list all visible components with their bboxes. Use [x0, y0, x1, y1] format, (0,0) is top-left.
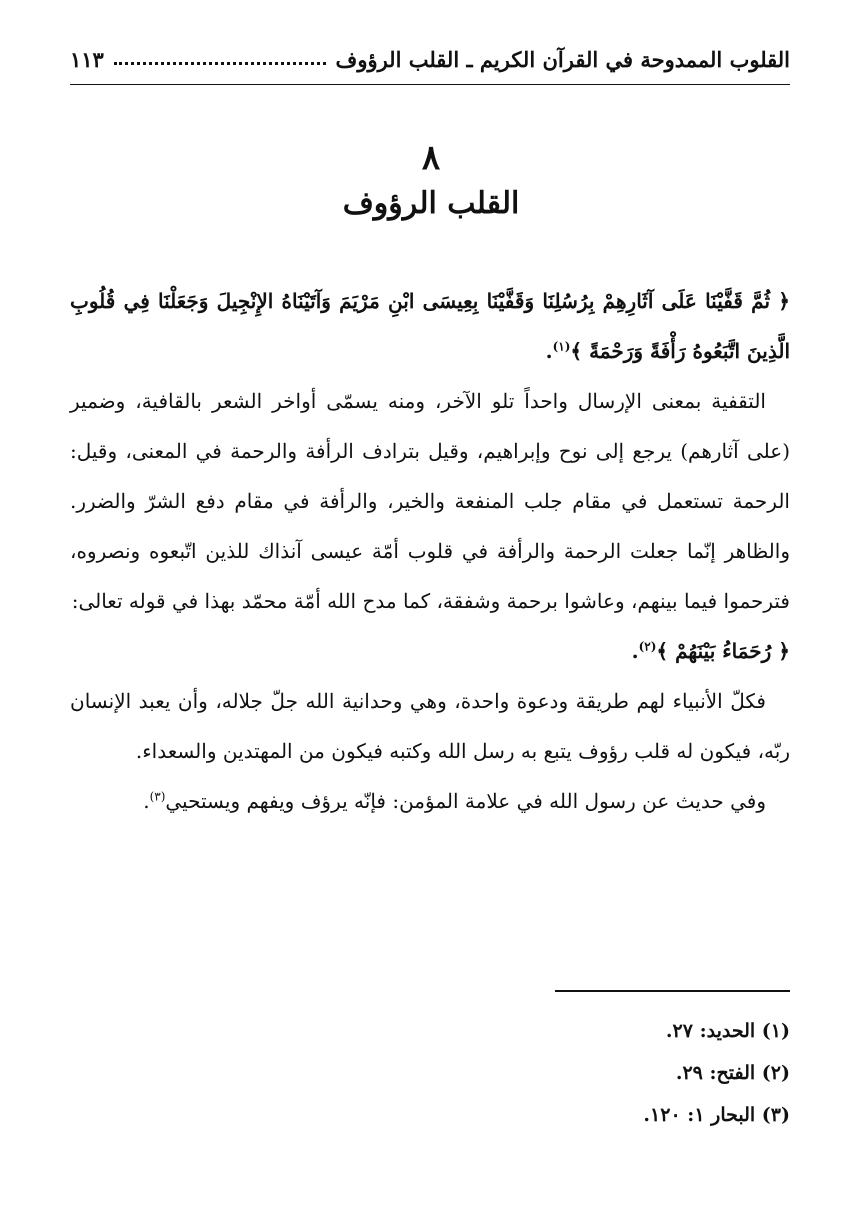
- header-leader-dots: [114, 62, 326, 65]
- header-rule: [70, 84, 790, 85]
- paragraph-3-wrapper: وفي حديث عن رسول الله في علامة المؤمن: فإنّه يرؤف ويفهم ويستحيي$^{(٣)}$.: [143, 789, 766, 813]
- quran-verse-2: ﴿ رُحَمَاءُ بَيْنَهُمْ ﴾: [656, 639, 790, 663]
- chapter-title: القلب الرؤوف: [342, 186, 520, 221]
- chapter-number: ٨: [421, 138, 441, 178]
- page-number: ١١٣: [70, 46, 104, 72]
- footnote-ref-3: (٣): [149, 789, 166, 804]
- paragraph-1: التقفية بمعنى الإرسال واحداً تلو الآخر، ومنه يسمّى أواخر الشعر بالقافية، وضمير (على آثارهم) يرجع إلى نوح وإبراهيم، وقيل بترادف الرأفة والرحمة في المعنى، وقيل: الرحمة تستعمل في مقام جلب المنفعة والخير، والرأفة في مقام دفع الشرّ والضرر. والظاهر إنّما جعلت الرحمة والرأفة في قلوب أمّة عيسى آنذاك للذين اتّبعوه ونصروه، فترحموا فيما بينهم، وعاشوا برحمة وشفقة، كما مدح الله أمّة محمّد بهذا في قوله تعالى:: [70, 389, 790, 613]
- footnote-ref-1: (١): [552, 339, 571, 354]
- footnotes: [390, 1010, 790, 1136]
- footnote-1: (١) الحديد: ٢٧.: [665, 1020, 790, 1042]
- running-title: القلوب الممدوحة في القرآن الكريم ـ القلب الرؤوف: [335, 46, 790, 72]
- footnote-2: (٢) الفتح: ٢٩.: [675, 1062, 790, 1084]
- paragraph-2: فكلّ الأنبياء لهم طريقة ودعوة واحدة، وهي وحدانية الله جلّ جلاله، وأن يعبد الإنسان ربّه، فيكون له قلب رؤوف يتبع به رسل الله وكتبه فيكون من المهتدين والسعداء.: [70, 689, 790, 763]
- verse-paragraph-2: ﴿ رُحَمَاءُ بَيْنَهُمْ ﴾$^{(٢)}$.: [631, 639, 790, 663]
- footnote-3: (٣) البحار ١: ١٢٠.: [643, 1104, 790, 1126]
- quran-verse-1: ﴿ ثُمَّ قَفَّيْنَا عَلَى آثَارِهِمْ بِرُسُلِنَا وَقَفَّيْنَا بِعِيسَى ابْنِ مَرْيَمَ وَآتَيْنَاهُ الإِنْجِيلَ وَجَعَلْنَا فِي قُلُوبِ الَّذِينَ اتَّبَعُوهُ رَأْفَةً وَرَحْمَةً ﴾: [70, 289, 790, 363]
- paragraph-3: وفي حديث عن رسول الله في علامة المؤمن: فإنّه يرؤف ويفهم ويستحيي: [165, 789, 766, 813]
- body-text: [70, 276, 790, 826]
- footnote-separator: [555, 990, 790, 992]
- footnote-ref-2: (٢): [638, 639, 657, 654]
- verse-paragraph: ﴿ ثُمَّ قَفَّيْنَا عَلَى آثَارِهِمْ بِرُسُلِنَا وَقَفَّيْنَا بِعِيسَى ابْنِ مَرْيَمَ وَآتَيْنَاهُ الإِنْجِيلَ وَجَعَلْنَا فِي قُلُوبِ الَّذِينَ اتَّبَعُوهُ رَأْفَةً وَرَحْمَةً ﴾$^{(١)}$.: [70, 289, 790, 363]
- running-header: [70, 36, 790, 82]
